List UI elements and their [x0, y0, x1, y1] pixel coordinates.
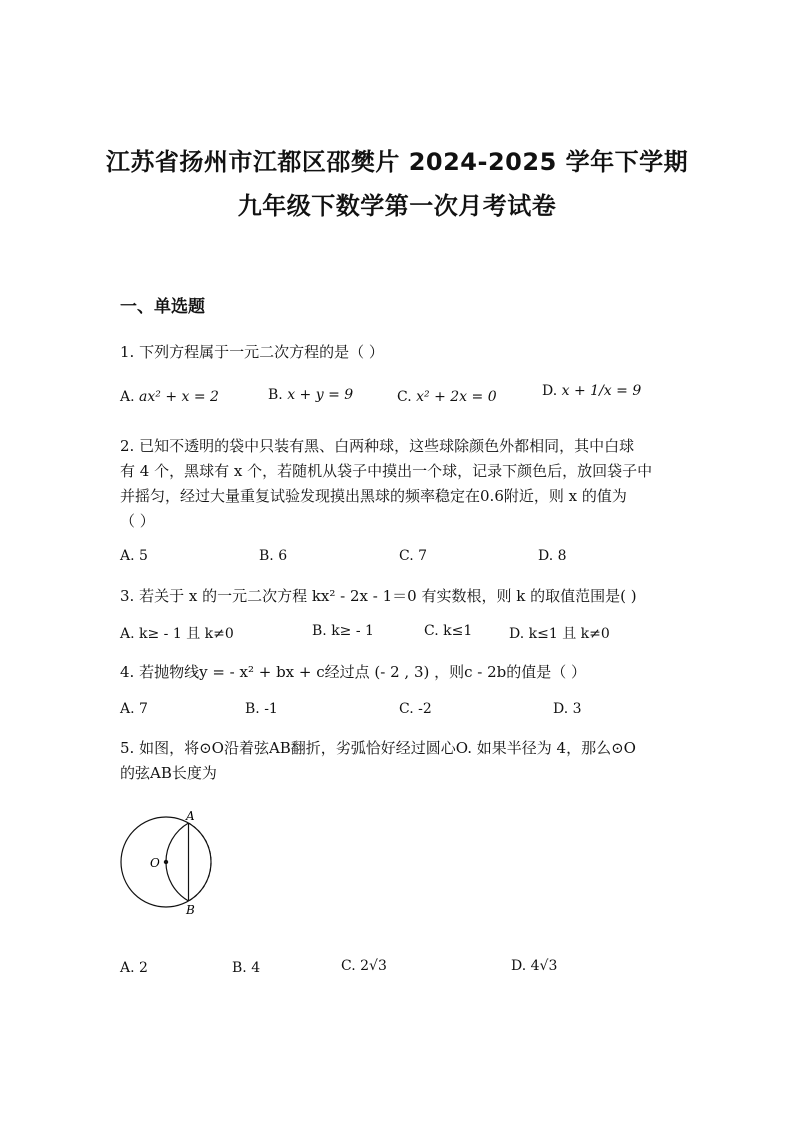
question-3-stem: 3. 若关于 x 的一元二次方程 kx² - 2x - 1＝0 有实数根，则 k 的取值范围是( )	[120, 587, 637, 605]
q2-stem-line: 有 4 个，黑球有 x 个，若随机从袋子中摸出一个球，记录下颜色后，放回袋子中	[120, 462, 653, 480]
q5-option-c: C. 2√3	[341, 958, 387, 974]
q2-option-a: A. 5	[120, 548, 148, 564]
label-o: O	[150, 856, 160, 870]
q2-option-b: B. 6	[259, 548, 288, 564]
q1-option-a: A. ax² + x = 2	[120, 389, 219, 405]
page-title-line1: 江苏省扬州市江都区邵樊片 2024-2025 学年下学期	[105, 148, 689, 176]
center-point	[164, 860, 168, 864]
section-heading: 一、单选题	[120, 297, 205, 317]
q1-option-b: B. x + y = 9	[268, 387, 354, 403]
q5-stem-line: 的弦AB长度为	[120, 764, 217, 782]
q3-option-a: A. k≥ - 1 且 k≠0	[120, 626, 234, 642]
q2-stem-line: 2. 已知不透明的袋中只装有黑、白两种球，这些球除颜色外都相同，其中白球	[120, 437, 635, 455]
q4-option-d: D. 3	[553, 701, 582, 717]
q2-option-c: C. 7	[399, 548, 428, 564]
q5-option-d: D. 4√3	[511, 958, 558, 974]
q5-stem-line: 5. 如图，将⊙O沿着弦AB翻折，劣弧恰好经过圆心O. 如果半径为 4，那么⊙O	[120, 739, 636, 757]
question-4-stem: 4. 若抛物线y = - x² + bx + c经过点 (- 2 , 3) ，则c - 2b的值是（ ）	[120, 663, 587, 681]
folded-arc	[166, 823, 189, 901]
q2-stem-line: 并摇匀，经过大量重复试验发现摸出黑球的频率稳定在0.6附近，则 x 的值为	[120, 487, 627, 505]
q4-option-b: B. -1	[245, 701, 278, 717]
question-1-stem: 1. 下列方程属于一元二次方程的是（ ）	[120, 343, 384, 361]
label-b: B	[186, 903, 195, 917]
q3-option-b: B. k≥ - 1	[312, 623, 374, 639]
original-arc-dashed	[189, 823, 212, 901]
q4-option-a: A. 7	[120, 701, 148, 717]
question-2-stem	[120, 434, 690, 534]
q1-option-c: C. x² + 2x = 0	[397, 389, 497, 405]
q4-option-c: C. -2	[399, 701, 432, 717]
q3-option-d: D. k≤1 且 k≠0	[509, 626, 610, 642]
q2-stem-line: （ ）	[120, 512, 155, 530]
q2-option-d: D. 8	[538, 548, 567, 564]
circle-fold-figure	[115, 808, 225, 918]
q3-option-c: C. k≤1	[424, 623, 473, 639]
q5-option-a: A. 2	[120, 960, 148, 976]
q1-option-d: D. x + 1/x = 9	[542, 383, 642, 399]
page-title-line2: 九年级下数学第一次月考试卷	[237, 192, 557, 220]
question-5-stem	[120, 736, 700, 786]
q5-option-b: B. 4	[232, 960, 261, 976]
label-a: A	[186, 809, 195, 823]
